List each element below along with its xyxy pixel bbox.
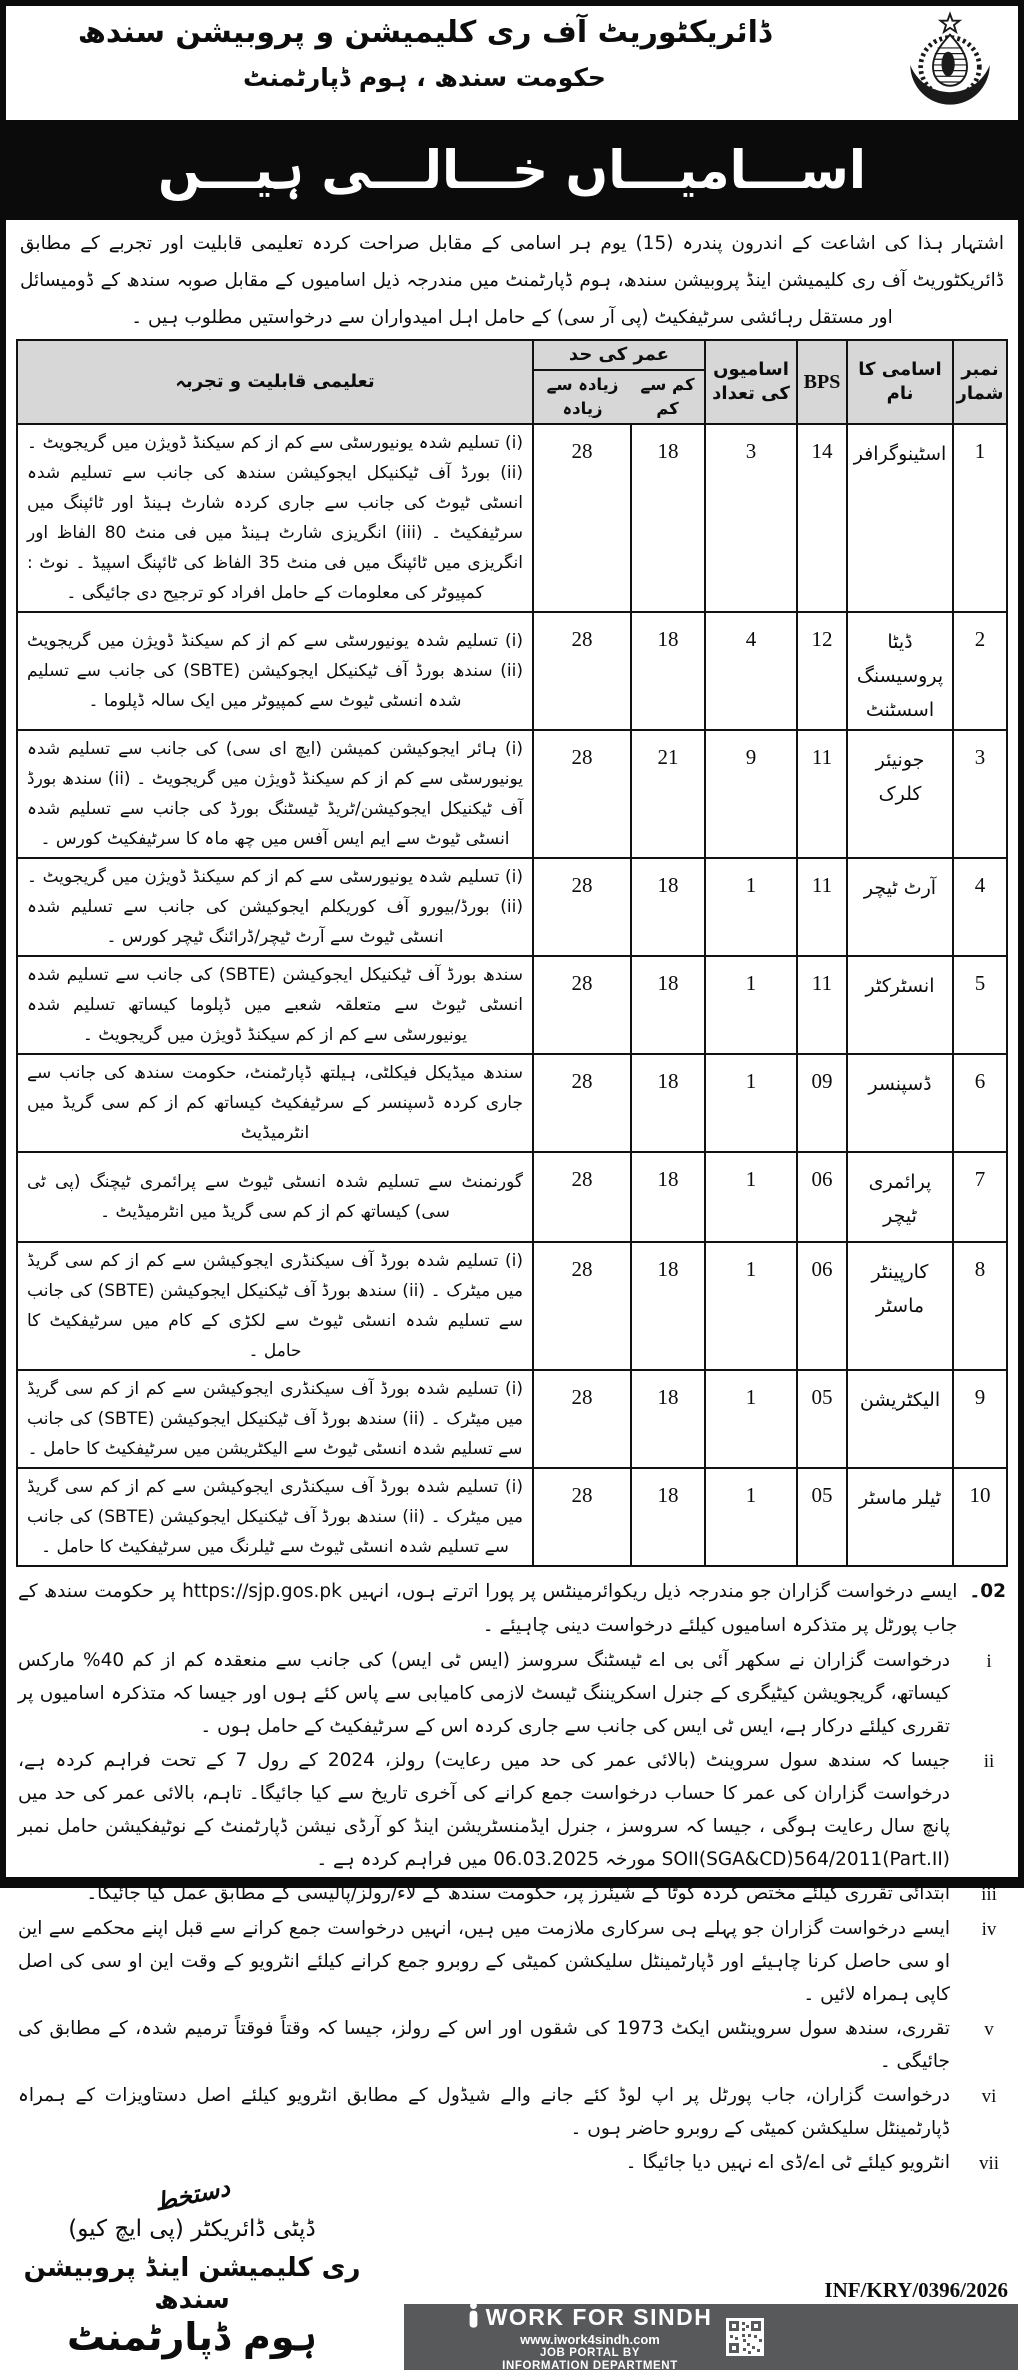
masthead [6, 6, 1018, 120]
footer-section [6, 2173, 1018, 2372]
post-count: 1 [705, 858, 797, 956]
instruction-text: ابتدائی تقرری کیلئے مختص کردہ کوٹا کے شیئرز پر، حکومت سندھ کے لاء/رولز/پالیسی کے مطابق عمل کیا جائیگا۔ [86, 1883, 950, 1904]
post-name: پرائمری ٹیچر [847, 1152, 953, 1242]
bps-grade: 06 [797, 1242, 847, 1370]
qualification-text: (i) تسلیم شدہ بورڈ آف سیکنڈری ایجوکیشن سے کم از کم سی گریڈ میں میٹرک ۔ (ii) سندھ بورڈ آف ٹیکنیکل ایجوکیشن (SBTE) کی جانب سے تسلیم شدہ انسٹی ٹیوٹ سے ٹیلرنگ میں سرٹیفکیٹ کا حامل ۔ [17, 1468, 533, 1566]
serial-number: 2 [953, 612, 1007, 730]
age-max: 28 [533, 1152, 631, 1242]
age-max: 28 [533, 956, 631, 1054]
job-portal-url: www.iwork4sindh.com [520, 2331, 660, 2347]
post-name: ڈسپنسر [847, 1054, 953, 1152]
vacancy-row [17, 1152, 1007, 1242]
vacancy-banner-text: اســـامیـــاں خـــالـــی ہیـــں [158, 139, 866, 201]
qualification-text: سندھ بورڈ آف ٹیکنیکل ایجوکیشن (SBTE) کی جانب سے تسلیم شدہ انسٹی ٹیوٹ سے متعلقہ شعبے میں ڈپلوما کیساتھ تسلیم شدہ یونیورسٹی سے کم از کم سیکنڈ ڈویژن میں گریجویٹ ۔ [17, 956, 533, 1054]
instruction-text: تقرری، سندھ سول سروینٹس ایکٹ 1973 کی شقوں اور اس کے رولز، جیسا کہ وقتاً فوقتاً ترمیم شدہ، کے مطابق کی جائیگی ۔ [18, 2018, 950, 2072]
bps-grade: 05 [797, 1468, 847, 1566]
age-max: 28 [533, 612, 631, 730]
vacancy-banner [6, 120, 1018, 220]
age-min: 18 [631, 1468, 705, 1566]
signature-scrawl: دستخط [151, 2173, 233, 2217]
post-count: 1 [705, 1468, 797, 1566]
signature-block [6, 2173, 378, 2359]
age-min: 18 [631, 424, 705, 612]
bps-grade: 11 [797, 858, 847, 956]
vacancy-row [17, 1242, 1007, 1370]
age-max: 28 [533, 1054, 631, 1152]
instruction-number: iii [981, 1884, 997, 1905]
serial-number: 1 [953, 424, 1007, 612]
age-max: 28 [533, 1242, 631, 1370]
post-name: ڈیٹا پروسیسنگ اسسٹنٹ [847, 612, 953, 730]
vacancy-table-header [17, 340, 1007, 424]
bps-grade: 05 [797, 1370, 847, 1468]
serial-number: 10 [953, 1468, 1007, 1566]
vacancy-row [17, 1468, 1007, 1566]
post-name: انسٹرکٹر [847, 956, 953, 1054]
post-count: 1 [705, 1152, 797, 1242]
age-max: 28 [533, 1370, 631, 1468]
post-name: جونیئر کلرک [847, 730, 953, 858]
government-subtitle: حکومت سندھ ، ہوم ڈپارٹمنٹ [243, 63, 606, 92]
qr-code-icon [726, 2318, 764, 2356]
instruction-item [18, 1644, 1006, 1743]
post-count: 3 [705, 424, 797, 612]
bps-grade: 14 [797, 424, 847, 612]
qualification-text: سندھ میڈیکل فیکلٹی، ہیلتھ ڈپارٹمنٹ، حکومت سندھ کی جانب سے جاری کردہ ڈسپنسر کے سرٹیفکیٹ کیساتھ کم از کم سی گریڈ میں انٹرمیڈیٹ [17, 1054, 533, 1152]
instruction-item [18, 2079, 1006, 2145]
vacancy-row [17, 1370, 1007, 1468]
qualification-text: (i) تسلیم شدہ یونیورسٹی سے کم از کم سیکنڈ ڈویژن میں گریجویٹ ۔ (ii) بورڈ آف ٹیکنیکل ایجوکیشن سندھ کی جانب سے تسلیم شدہ انسٹی ٹیوٹ کی جانب سے جاری کردہ شارٹ ہینڈ اور ٹائپنگ میں سرٹیفکیٹ ۔ (iii) انگریزی شارٹ ہینڈ میں فی منٹ 80 الفاظ اور انگریزی میں ٹائپنگ میں فی منٹ 35 الفاظ کی ٹائپنگ اسپیڈ ۔ نوٹ : کمپیوٹر کی معلومات کے حامل افراد کو ترجیح دی جائیگی ۔ [17, 424, 533, 612]
col-header-bps: BPS [797, 340, 847, 424]
instructions-section [6, 1567, 1018, 2180]
post-count: 1 [705, 956, 797, 1054]
instruction-text: درخواست گزاران، جاب پورٹل پر اپ لوڈ کئے جانے والے شیڈول کے مطابق انٹرویو کیلئے اصل دستاویزات کے ہمراہ ڈپارٹمینٹل سلیکشن کمیٹی کے روبرو حاضر ہوں ۔ [18, 2085, 950, 2139]
intro-paragraph: اشتہار ہذا کی اشاعت کے اندرون پندرہ (15) یوم ہر اسامی کے مقابل صراحت کردہ تعلیمی قابلیت اور تجربے کے مطابق ڈائریکٹوریٹ آف ری کلیمیشن اینڈ پروبیشن سندھ، ہوم ڈپارٹمنٹ میں مندرجہ ذیل اسامیوں کے مقابل صوبہ سندھ کے ڈومیسائل اور مستقل رہائشی سرٹیفکیٹ (پی آر سی) کے حامل اہل امیدواران سے درخواستیں مطلوب ہیں ۔ [20, 233, 1004, 328]
vacancy-row [17, 612, 1007, 730]
col-header-serial: نمبر شمار [953, 340, 1007, 424]
col-header-count: اسامیوں کی تعداد [705, 340, 797, 424]
qualification-text: (i) تسلیم شدہ یونیورسٹی سے کم از کم سیکنڈ ڈویژن میں گریجویٹ ۔ (ii) بورڈ/بیورو آف کوریکلم ایجوکیشن کی جانب سے تسلیم شدہ انسٹی ٹیوٹ سے آرٹ ٹیچر/ڈرائنگ ٹیچر کورس ۔ [17, 858, 533, 956]
post-count: 9 [705, 730, 797, 858]
age-max: 28 [533, 858, 631, 956]
age-min: 18 [631, 858, 705, 956]
serial-number: 6 [953, 1054, 1007, 1152]
signatory-directorate: ری کلیمیشن اینڈ پروبیشن سندھ [23, 2253, 361, 2315]
job-portal-by-label: JOB PORTAL BY [539, 2346, 641, 2359]
vacancy-row [17, 858, 1007, 956]
instruction-text: جیسا کہ سندھ سول سروینٹ (بالائی عمر کی حد میں رعایت) رولز، 2024 کے رول 7 کے تحت فراہم کردہ ہے، درخواست گزاران کی عمر کا حساب درخواست جمع کرانے کی آخری تاریخ سے کیا جائیگا۔ تاہم، بالائی عمر کی حد میں پانچ سال رعایت ہوگی ، جیسا کہ سروسز ، جنرل ایڈمنسٹریشن اینڈ کو آرڈی نیشن ڈپارٹمنٹ کے نوٹیفکیشن حامل نمبر SOII(SGA&CD)564/2011(Part.II) مورخہ 06.03.2025 میں فراہم کردہ ہے ۔ [18, 1750, 950, 1870]
instruction-item [18, 2012, 1006, 2078]
serial-number: 7 [953, 1152, 1007, 1242]
instruction-number: vii [978, 2153, 1000, 2174]
information-department-label: INFORMATION DEPARTMENT [502, 2359, 678, 2372]
col-header-post: اسامی کا نام [847, 340, 953, 424]
age-min: 18 [631, 1242, 705, 1370]
instruction-text: ایسے درخواست گزاران جو پہلے ہی سرکاری ملازمت میں ہیں، انہیں درخواست جمع کرانے سے قبل اپنے محکمے سے این او سی حاصل کرنا چاہیئے اور ڈپارٹمینٹل سلیکشن کمیٹی کے روبرو جمع کرانے کیلئے انٹرویو کے وقت این او سی کی اصل کاپی ہمراہ لائیں ۔ [18, 1918, 950, 2005]
age-max: 28 [533, 424, 631, 612]
bps-grade: 11 [797, 956, 847, 1054]
vacancy-row [17, 956, 1007, 1054]
serial-number: 9 [953, 1370, 1007, 1468]
signatory-designation: ڈپٹی ڈائریکٹر (پی ایچ کیو) [68, 2216, 316, 2242]
serial-number: 5 [953, 956, 1007, 1054]
age-min: 18 [631, 1370, 705, 1468]
instruction-item [18, 1744, 1006, 1876]
post-count: 1 [705, 1242, 797, 1370]
age-min: 18 [631, 956, 705, 1054]
instructions-list [18, 1644, 1006, 2180]
vacancy-row [17, 730, 1007, 858]
post-name: اسٹینوگرافر [847, 424, 953, 612]
instructions-lead-number: 02۔ [969, 1581, 1006, 1602]
vacancy-table [16, 339, 1008, 1567]
age-min: 18 [631, 1152, 705, 1242]
age-max: 28 [533, 730, 631, 858]
instruction-number: iv [981, 1919, 997, 1940]
serial-number: 3 [953, 730, 1007, 858]
instruction-item [18, 1912, 1006, 2011]
bps-grade: 11 [797, 730, 847, 858]
age-min: 21 [631, 730, 705, 858]
post-count: 1 [705, 1370, 797, 1468]
signatory-department: ہوم ڈپارٹمنٹ [67, 2315, 317, 2359]
instructions-lead-text: ایسے درخواست گزاران جو مندرجہ ذیل ریکوائرمینٹس پر پورا اترتے ہوں، انہیں https://sjp.gos.pk پر حکومت سندھ کے جاب پورٹل پر متذکرہ اسامیوں کیلئے درخواست دینی چاہیئے ۔ [18, 1581, 958, 1636]
age-min: 18 [631, 612, 705, 730]
qualification-text: (i) ہائر ایجوکیشن کمیشن (ایچ ای سی) کی جانب سے تسلیم شدہ یونیورسٹی سے کم از کم سیکنڈ ڈویژن میں گریجویٹ ۔ (ii) سندھ بورڈ آف ٹیکنیکل ایجوکیشن/ٹریڈ ٹیسٹنگ بورڈ کی جانب سے تسلیم شدہ انسٹی ٹیوٹ سے ایم ایس آفس میں چھ ماہ کا سرٹیفکیٹ کورس ۔ [17, 730, 533, 858]
instruction-number: vi [981, 2086, 997, 2107]
qualification-text: (i) تسلیم شدہ بورڈ آف سیکنڈری ایجوکیشن سے کم از کم سی گریڈ میں میٹرک ۔ (ii) سندھ بورڈ آف ٹیکنیکل ایجوکیشن (SBTE) کی جانب سے تسلیم شدہ انسٹی ٹیوٹ سے الیکٹریشن میں سرٹیفکیٹ کا حامل ۔ [17, 1370, 533, 1468]
post-count: 4 [705, 612, 797, 730]
qualification-text: گورنمنٹ سے تسلیم شدہ انسٹی ٹیوٹ سے پرائمری ٹیچنگ (پی ٹی سی) کیساتھ کم از کم سی گریڈ میں انٹرمیڈیٹ ۔ [17, 1152, 533, 1242]
advertisement-ref-number: INF/KRY/0396/2026 [824, 2278, 1008, 2302]
instruction-number: ii [983, 1751, 995, 1772]
work-for-sindh-banner [404, 2304, 1018, 2370]
age-min: 18 [631, 1054, 705, 1152]
serial-number: 8 [953, 1242, 1007, 1370]
work-for-sindh-text-group [468, 2302, 713, 2373]
bps-grade: 09 [797, 1054, 847, 1152]
age-max: 28 [533, 1468, 631, 1566]
masthead-titles [6, 10, 843, 100]
vacancy-row [17, 424, 1007, 612]
instructions-lead [18, 1575, 1006, 1643]
instruction-number: v [984, 2019, 994, 2040]
post-name: آرٹ ٹیچر [847, 858, 953, 956]
col-header-age-max: زیادہ سے زیادہ [533, 370, 631, 424]
post-name: کارپینٹر ماسٹر [847, 1242, 953, 1370]
person-icon [468, 2302, 479, 2333]
vacancy-row [17, 1054, 1007, 1152]
qualification-text: (i) تسلیم شدہ یونیورسٹی سے کم از کم سیکنڈ ڈویژن میں گریجویٹ (ii) سندھ بورڈ آف ٹیکنیکل ایجوکیشن (SBTE) کی جانب سے تسلیم شدہ انسٹی ٹیوٹ سے کمپیوٹر میں ایک سالہ ڈپلوما ۔ [17, 612, 533, 730]
post-name: ٹیلر ماسٹر [847, 1468, 953, 1566]
instruction-text: درخواست گزاران نے سکھر آئی بی اے ٹیسٹنگ سروسز (ایس ٹی ایس) کی جانب سے منعقدہ کم از کم 40% مارکس کیساتھ، گریجویشن کیٹیگری کے جنرل اسکریننگ ٹیسٹ لازمی کامیابی سے پاس کئے ہوں اور جیسا کہ متذکرہ اسامیوں پر تقرری کیلئے درکار ہے، ایس ٹی ایس کی جانب سے جاری کردہ اس کے سرٹیفکیٹ کے حامل ہوں ۔ [18, 1650, 951, 1737]
post-count: 1 [705, 1054, 797, 1152]
bps-grade: 12 [797, 612, 847, 730]
instruction-number: i [986, 1651, 992, 1672]
post-name: الیکٹریشن [847, 1370, 953, 1468]
col-header-qualification: تعلیمی قابلیت و تجربہ [17, 340, 533, 424]
qualification-text: (i) تسلیم شدہ بورڈ آف سیکنڈری ایجوکیشن سے کم از کم سی گریڈ میں میٹرک ۔ (ii) سندھ بورڈ آف ٹیکنیکل ایجوکیشن (SBTE) کی جانب سے تسلیم شدہ انسٹی ٹیوٹ سے لکڑی کے کام میں سرٹیفکیٹ کا حامل ۔ [17, 1242, 533, 1370]
work-for-sindh-title: WORK FOR SINDH [485, 2304, 713, 2330]
serial-number: 4 [953, 858, 1007, 956]
sindh-government-emblem-icon [902, 12, 998, 116]
bps-grade: 06 [797, 1152, 847, 1242]
directorate-title: ڈائریکٹوریٹ آف ری کلیمیشن و پروبیشن سندھ [77, 15, 772, 50]
col-header-age-limit: عمر کی حد [533, 340, 705, 370]
instruction-item [18, 2146, 1006, 2180]
instruction-text: انٹرویو کیلئے ٹی اے/ڈی اے نہیں دیا جائیگا ۔ [625, 2152, 950, 2173]
instruction-item [18, 1877, 1006, 1911]
col-header-age-min: کم سے کم [631, 370, 705, 424]
